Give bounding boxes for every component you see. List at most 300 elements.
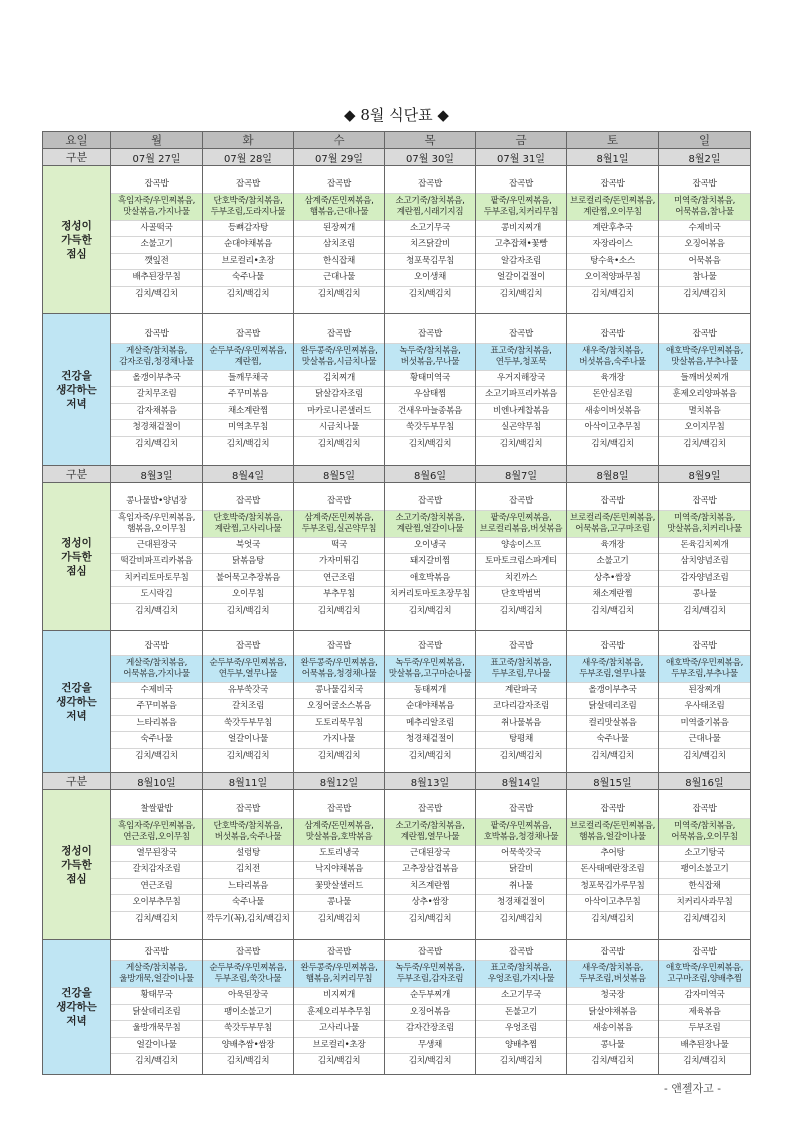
porridge-item: 미역죽/참치볶음,맛살볶음,치커리나물	[659, 511, 750, 538]
dinner-menu-cell	[659, 314, 751, 466]
date-cell: 07월 27일	[111, 149, 203, 166]
date-row	[43, 466, 751, 483]
dish-item: 한식잡채	[294, 254, 384, 271]
dish-item: 오이지무침	[659, 420, 750, 437]
dish-item: 취나물볶음	[476, 716, 566, 733]
rice-item: 잡곡밥	[476, 802, 566, 819]
dish-item: 청경채겉절이	[111, 420, 202, 437]
rice-item: 잡곡밥	[203, 639, 293, 656]
dish-item: 육개장	[567, 538, 658, 555]
dish-item: 콩비지찌개	[476, 221, 566, 238]
dinner-label-line: 생각하는	[56, 1001, 97, 1013]
porridge-item: 새우죽/참치볶음,두부조림,열무나물	[567, 656, 658, 683]
porridge-item: 흑임자죽/우민찌볶음,햄볶음,오이무침	[111, 511, 202, 538]
dish-item: 오이부추무침	[111, 895, 202, 912]
dish-item: 갈치무조림	[111, 387, 202, 404]
dish-item: 콩나물김치국	[294, 683, 384, 700]
dish-item: 어묵볶음	[659, 254, 750, 271]
dish-item: 오징어볶음	[659, 237, 750, 254]
date-cell: 8월13일	[385, 773, 476, 790]
dish-item: 쑥갓두부무침	[203, 716, 293, 733]
dish-item: 김치/백김치	[499, 1056, 543, 1066]
dish-item: 들깨버섯찌개	[659, 371, 750, 388]
gubun-label: 구분	[43, 149, 111, 166]
dish-item: 오이무침	[203, 587, 293, 604]
porridge-item: 삼계죽/돈민찌볶음,맛살볶음,호박볶음	[294, 819, 384, 846]
dish-item: 연근조림	[294, 571, 384, 588]
rice-item: 잡곡밥	[111, 945, 202, 962]
dish-item: 두부조림	[659, 1021, 750, 1038]
lunch-menu-cell	[567, 483, 659, 631]
dinner-menu-cell	[476, 631, 567, 773]
porridge-item: 단호박죽/참치볶음,두부조림,도라지나물	[203, 194, 293, 221]
dish-item: 마카로니콘샐러드	[294, 404, 384, 421]
dish-item: 오이생채	[385, 270, 475, 287]
date-row	[43, 773, 751, 790]
dish-item: 김치/백김치	[499, 750, 543, 761]
dish-item: 양배추쌈•쌈장	[203, 1038, 293, 1055]
lunch-label	[43, 790, 111, 940]
dish-item: 훈제오리부추무침	[294, 1005, 384, 1022]
dish-item: 김치찌개	[294, 371, 384, 388]
porridge-item: 순두부죽/우민찌볶음,두부조림,쑥갓나물	[203, 961, 293, 988]
date-cell: 8월8일	[567, 466, 659, 483]
rice-item: 잡곡밥	[203, 494, 293, 511]
dish-item: 감자미역국	[659, 988, 750, 1005]
rice-item: 잡곡밥	[476, 494, 566, 511]
dish-item: 우사태조림	[659, 699, 750, 716]
dish-item: 배추된장나물	[659, 1038, 750, 1055]
lunch-menu-cell	[203, 790, 294, 940]
dish-item: 청경채겉절이	[385, 732, 475, 749]
rice-item: 잡곡밥	[385, 327, 475, 344]
dish-item: 순두부찌개	[385, 988, 475, 1005]
dinner-label	[43, 631, 111, 773]
lunch-menu-cell	[203, 483, 294, 631]
dish-item: 가지나물	[294, 732, 384, 749]
dish-item: 김치/백김치	[135, 288, 178, 299]
porridge-item: 소고기죽/참치볶음,계란찜,얼갈이나물	[385, 511, 475, 538]
rice-item: 잡곡밥	[567, 177, 658, 194]
dish-item: 오이적양파무침	[567, 270, 658, 287]
dish-item: 김치/백김치	[135, 1056, 178, 1066]
dish-item: 사골떡국	[111, 221, 202, 238]
dinner-menu-cell	[111, 940, 203, 1075]
rice-item: 잡곡밥	[203, 945, 293, 962]
dish-item: 김치/백김치	[683, 1056, 726, 1066]
porridge-item: 미역죽/참치볶음,어묵볶음,참나물	[659, 194, 750, 221]
dish-item: 감자채볶음	[111, 404, 202, 421]
dinner-label-line: 생각하는	[56, 383, 97, 396]
rice-item: 잡곡밥	[385, 945, 475, 962]
dish-item: 도토리냉국	[294, 846, 384, 863]
lunch-menu-cell	[385, 483, 476, 631]
rice-item: 잡곡밥	[385, 177, 475, 194]
date-cell: 8월16일	[659, 773, 751, 790]
weekday-1: 월	[111, 132, 203, 149]
lunch-label-line: 가득한	[61, 858, 92, 871]
dish-item: 양배추찜	[476, 1038, 566, 1055]
dish-item: 김치/백김치	[683, 913, 726, 924]
dish-item: 삼치양념조림	[659, 554, 750, 571]
dish-item: 김치/백김치	[135, 605, 178, 616]
porridge-item: 브로컬리죽/돈민찌볶음,어묵볶음,고구마조림	[567, 511, 658, 538]
porridge-item: 애호박죽/우민찌볶음,고구마조림,양배추찜	[659, 961, 750, 988]
dish-item: 열무된장국	[111, 846, 202, 863]
dish-item: 가자미튀김	[294, 554, 384, 571]
lunch-menu-cell	[567, 790, 659, 940]
page-title: ◆ 8월 식단표 ◆	[344, 106, 449, 124]
date-cell: 8월2일	[659, 149, 751, 166]
dinner-menu-cell	[659, 631, 751, 773]
rice-item: 잡곡밥	[203, 802, 293, 819]
dish-item: 북엇국	[203, 538, 293, 555]
dish-item: 숙주나물	[203, 270, 293, 287]
dish-item: 닭볶음탕	[203, 554, 293, 571]
dinner-menu-cell	[476, 940, 567, 1075]
date-cell: 07월 28일	[203, 149, 294, 166]
porridge-item: 흑임자죽/우민찌볶음,맛살볶음,가지나물	[111, 194, 202, 221]
dish-item: 등뼈감자탕	[203, 221, 293, 238]
dish-item: 불어묵고추장볶음	[203, 571, 293, 588]
dish-item: 올갱이부추국	[111, 371, 202, 388]
porridge-item: 표고죽/참치볶음,두부조림,무나물	[476, 656, 566, 683]
rice-item: 잡곡밥	[203, 177, 293, 194]
dish-item: 닭갈비	[476, 862, 566, 879]
dish-item: 콩나물	[567, 1038, 658, 1055]
rice-item: 잡곡밥	[476, 327, 566, 344]
rice-item: 잡곡밥	[476, 945, 566, 962]
date-cell: 07월 31일	[476, 149, 567, 166]
dinner-menu-cell	[111, 314, 203, 466]
dinner-menu-cell	[567, 314, 659, 466]
porridge-item: 새우죽/참치볶음,버섯볶음,숙주나물	[567, 344, 658, 371]
dish-item: 김치/백김치	[317, 913, 361, 924]
porridge-item: 브로컬리죽/돈민찌볶음,햄볶음,얼갈이나물	[567, 819, 658, 846]
lunch-menu-cell	[294, 483, 385, 631]
rice-item: 잡곡밥	[567, 639, 658, 656]
weekday-7: 일	[659, 132, 751, 149]
dish-item: 꽃맛살샐러드	[294, 879, 384, 896]
porridge-item: 표고죽/참치볶음,우엉조림,가지나물	[476, 961, 566, 988]
rice-item: 잡곡밥	[111, 327, 202, 344]
porridge-item: 단호박죽/참치볶음,버섯볶음,숙주나물	[203, 819, 293, 846]
dish-item: 갈치조림	[203, 699, 293, 716]
lunch-menu-cell	[476, 790, 567, 940]
dish-item: 고사리나물	[294, 1021, 384, 1038]
dinner-row	[43, 631, 751, 773]
dish-item: 김치/백김치	[226, 750, 270, 761]
dish-item: 감자양념조림	[659, 571, 750, 588]
rice-item: 잡곡밥	[385, 639, 475, 656]
dinner-label-line: 저녁	[66, 397, 87, 410]
lunch-menu-cell	[203, 166, 294, 314]
dish-item: 수제비국	[111, 683, 202, 700]
dinner-label-line: 저녁	[66, 1015, 87, 1027]
dish-item: 순대야채볶음	[203, 237, 293, 254]
lunch-label-line: 점심	[66, 564, 87, 577]
dish-item: 황태미역국	[385, 371, 475, 388]
rice-item: 찰쌀팥밥	[111, 802, 202, 819]
dinner-menu-cell	[294, 631, 385, 773]
dish-item: 올갱이부추국	[567, 683, 658, 700]
date-cell: 8월9일	[659, 466, 751, 483]
weekday-header-row	[43, 132, 751, 149]
dish-item: 양송이스프	[476, 538, 566, 555]
dish-item: 돼지갈비찜	[385, 554, 475, 571]
dish-item: 숙주나물	[203, 895, 293, 912]
dish-item: 애호박볶음	[385, 571, 475, 588]
porridge-item: 완두콩죽/우민찌볶음,맛살볶음,시금치나물	[294, 344, 384, 371]
dish-item: 자장라이스	[567, 237, 658, 254]
dinner-menu-cell	[385, 631, 476, 773]
rice-item: 잡곡밥	[659, 494, 750, 511]
dish-item: 김치/백김치	[591, 438, 634, 449]
porridge-item: 팥죽/우민찌볶음,두부조림,치커리무침	[476, 194, 566, 221]
dish-item: 느타리볶음	[203, 879, 293, 896]
date-cell: 8월7일	[476, 466, 567, 483]
lunch-label-line: 점심	[66, 872, 87, 885]
dish-item: 도토리묵무침	[294, 716, 384, 733]
dish-item: 김치/백김치	[317, 288, 361, 299]
porridge-item: 완두콩죽/우민찌볶음,어묵볶음,청경채나물	[294, 656, 384, 683]
porridge-item: 흑임자죽/우민찌볶음,연근조림,오이무침	[111, 819, 202, 846]
dish-item: 김치/백김치	[499, 288, 543, 299]
dish-item: 치즈닭갈비	[385, 237, 475, 254]
dish-item: 황태무국	[111, 988, 202, 1005]
dish-item: 오이냉국	[385, 538, 475, 555]
dish-item: 채소계란찜	[203, 404, 293, 421]
dish-item: 김치/백김치	[317, 605, 361, 616]
dinner-menu-cell	[294, 940, 385, 1075]
rice-item: 잡곡밥	[385, 494, 475, 511]
dinner-label-line: 건강을	[61, 369, 92, 382]
dish-item: 아삭이고추무침	[567, 420, 658, 437]
rice-item: 잡곡밥	[567, 945, 658, 962]
date-cell: 8월4일	[203, 466, 294, 483]
dish-item: 배추된장무침	[111, 270, 202, 287]
dish-item: 김치/백김치	[135, 750, 178, 761]
lunch-menu-cell	[111, 483, 203, 631]
dish-item: 김치/백김치	[591, 288, 634, 299]
dish-item: 닭살데리조림	[567, 699, 658, 716]
lunch-label-line: 점심	[66, 247, 87, 260]
lunch-label	[43, 483, 111, 631]
dish-item: 김치/백김치	[408, 438, 452, 449]
dish-item: 김치/백김치	[499, 913, 543, 924]
weekday-6: 토	[567, 132, 659, 149]
dish-item: 실곤약무침	[476, 420, 566, 437]
dish-item: 소고기무국	[476, 988, 566, 1005]
dinner-label-line: 생각하는	[56, 695, 97, 708]
gubun-label: 구분	[43, 466, 111, 483]
rice-item: 잡곡밥	[659, 177, 750, 194]
rice-item: 잡곡밥	[567, 327, 658, 344]
dish-item: 근대된장국	[111, 538, 202, 555]
dish-item: 팽이소불고기	[659, 862, 750, 879]
porridge-item: 삼계죽/돈민찌볶음,두부조림,실곤약무침	[294, 511, 384, 538]
dish-item: 울방개묵무침	[111, 1021, 202, 1038]
dish-item: 우삼태찜	[385, 387, 475, 404]
lunch-menu-cell	[567, 166, 659, 314]
dish-item: 컬리맛살볶음	[567, 716, 658, 733]
dish-item: 탕수육•소스	[567, 254, 658, 271]
date-cell: 8월5일	[294, 466, 385, 483]
dinner-menu-cell	[203, 940, 294, 1075]
dish-item: 치커리토마토무침	[111, 571, 202, 588]
lunch-menu-cell	[659, 483, 751, 631]
dish-item: 한식잡채	[659, 879, 750, 896]
rice-item: 잡곡밥	[659, 945, 750, 962]
lunch-menu-cell	[111, 166, 203, 314]
porridge-item: 미역죽/참치볶음,어묵볶음,오이무침	[659, 819, 750, 846]
dish-item: 제육볶음	[659, 1005, 750, 1022]
dish-item: 쑥갓두부무침	[203, 1021, 293, 1038]
dinner-menu-cell	[203, 631, 294, 773]
lunch-menu-cell	[476, 166, 567, 314]
dish-item: 청경채겉절이	[476, 895, 566, 912]
dish-item: 오징어볶음	[385, 1005, 475, 1022]
dish-item: 동태찌개	[385, 683, 475, 700]
rice-item: 잡곡밥	[294, 494, 384, 511]
porridge-item: 단호박죽/참치볶음,계란찜,고사리나물	[203, 511, 293, 538]
dinner-label-line: 저녁	[66, 709, 87, 722]
dinner-label-line: 건강을	[61, 681, 92, 694]
dish-item: 소고기탕국	[659, 846, 750, 863]
dish-item: 브로컬리•초장	[294, 1038, 384, 1055]
lunch-label-line: 가득한	[61, 550, 92, 563]
dish-item: 치커리토마토초장무침	[385, 587, 475, 604]
rice-item: 잡곡밥	[294, 327, 384, 344]
dinner-menu-cell	[294, 314, 385, 466]
rice-item: 잡곡밥	[385, 802, 475, 819]
lunch-menu-cell	[659, 790, 751, 940]
dish-item: 김치/백김치	[408, 605, 452, 616]
dish-item: 김치/백김치	[408, 288, 452, 299]
dish-item: 김치/백김치	[591, 750, 634, 761]
dish-item: 김치/백김치	[683, 438, 726, 449]
date-cell: 8월14일	[476, 773, 567, 790]
dish-item: 아욱된장국	[203, 988, 293, 1005]
dish-item: 소불고기	[567, 554, 658, 571]
dinner-menu-cell	[385, 940, 476, 1075]
dish-item: 김치/백김치	[499, 605, 543, 616]
rice-item: 잡곡밥	[294, 945, 384, 962]
dish-item: 닭살데리조림	[111, 1005, 202, 1022]
dish-item: 브로컬리•초장	[203, 254, 293, 271]
dish-item: 느타리볶음	[111, 716, 202, 733]
dish-item: 얼갈이나물	[111, 1038, 202, 1055]
dish-item: 돈사태메란장조림	[567, 862, 658, 879]
rice-item: 잡곡밥	[476, 177, 566, 194]
dish-item: 우거지해장국	[476, 371, 566, 388]
dish-item: 김치/백김치	[135, 438, 178, 449]
dinner-menu-cell	[111, 631, 203, 773]
rice-item: 잡곡밥	[294, 177, 384, 194]
dish-item: 팽이소불고기	[203, 1005, 293, 1022]
dish-item: 근대나물	[294, 270, 384, 287]
dish-item: 무생채	[385, 1038, 475, 1055]
date-cell: 8월3일	[111, 466, 203, 483]
dish-item: 숙주나물	[567, 732, 658, 749]
dish-item: 얼갈이나물	[203, 732, 293, 749]
dish-item: 고추잡채•꽃빵	[476, 237, 566, 254]
dish-item: 치킨까스	[476, 571, 566, 588]
dish-item: 김치/백김치	[591, 605, 634, 616]
rice-item: 잡곡밥	[659, 639, 750, 656]
dish-item: 닭살감자조림	[294, 387, 384, 404]
dish-item: 훈제오리양파볶음	[659, 387, 750, 404]
porridge-item: 게살죽/참치볶음,어묵볶음,가지나물	[111, 656, 202, 683]
dish-item: 콩나물	[294, 895, 384, 912]
rice-item: 잡곡밥	[567, 802, 658, 819]
weekday-4: 목	[385, 132, 476, 149]
porridge-item: 팥죽/우민찌볶음,호박볶음,청경채나물	[476, 819, 566, 846]
dish-item: 고추장삼겹볶음	[385, 862, 475, 879]
dish-item: 코다리감자조림	[476, 699, 566, 716]
date-row	[43, 149, 751, 166]
porridge-item: 완두콩죽/우민찌볶음,햄볶음,치커리무침	[294, 961, 384, 988]
dish-item: 감자간장조림	[385, 1021, 475, 1038]
dish-item: 김치/백김치	[683, 288, 726, 299]
porridge-item: 팥죽/우민찌볶음,브로컬리볶음,버섯볶음	[476, 511, 566, 538]
lunch-label-line: 정성이	[61, 844, 92, 857]
dinner-menu-cell	[476, 314, 567, 466]
dish-item: 김치/백김치	[135, 913, 178, 924]
dish-item: 김치/백김치	[408, 913, 452, 924]
dish-item: 알감자조림	[476, 254, 566, 271]
dish-item: 멸치볶음	[659, 404, 750, 421]
lunch-row	[43, 483, 751, 631]
dish-item: 설렁탕	[203, 846, 293, 863]
dish-item: 근대된장국	[385, 846, 475, 863]
dish-item: 단호박범벅	[476, 587, 566, 604]
dish-item: 얼갈이겉절이	[476, 270, 566, 287]
date-cell: 8월12일	[294, 773, 385, 790]
dish-item: 시금치나물	[294, 420, 384, 437]
porridge-item: 애호박죽/우민찌볶음,두부조림,부추나물	[659, 656, 750, 683]
rice-item: 잡곡밥	[659, 802, 750, 819]
dish-item: 우엉조림	[476, 1021, 566, 1038]
dish-item: 주꾸미볶음	[203, 387, 293, 404]
dish-item: 김치/백김치	[226, 605, 270, 616]
dinner-label	[43, 940, 111, 1075]
dinner-label-line: 건강을	[61, 987, 92, 999]
dish-item: 김치/백김치	[591, 913, 634, 924]
rice-item: 잡곡밥	[294, 802, 384, 819]
dish-item: 숙주나물	[111, 732, 202, 749]
porridge-item: 소고기죽/참치볶음,계란찜,열무나물	[385, 819, 475, 846]
dish-item: 소고기무국	[385, 221, 475, 238]
dish-item: 돈육김치찌개	[659, 538, 750, 555]
dish-item: 김치/백김치	[683, 750, 726, 761]
porridge-item: 브로컬리죽/돈민찌볶음,계란찜,오이무침	[567, 194, 658, 221]
dish-item: 상추•쌈장	[567, 571, 658, 588]
lunch-menu-cell	[385, 166, 476, 314]
rice-item: 잡곡밥	[111, 177, 202, 194]
rice-item: 콩나물밥•양념장	[111, 494, 202, 511]
rice-item: 잡곡밥	[567, 494, 658, 511]
dish-item: 주꾸미볶음	[111, 699, 202, 716]
lunch-row	[43, 166, 751, 314]
dinner-menu-cell	[385, 314, 476, 466]
dinner-label	[43, 314, 111, 466]
porridge-item: 새우죽/참치볶음,두부조림,버섯볶음	[567, 961, 658, 988]
dish-item: 도시락김	[111, 587, 202, 604]
dish-item: 김치전	[203, 862, 293, 879]
dish-item: 김치/백김치	[317, 1056, 361, 1066]
dish-item: 돈안심조림	[567, 387, 658, 404]
